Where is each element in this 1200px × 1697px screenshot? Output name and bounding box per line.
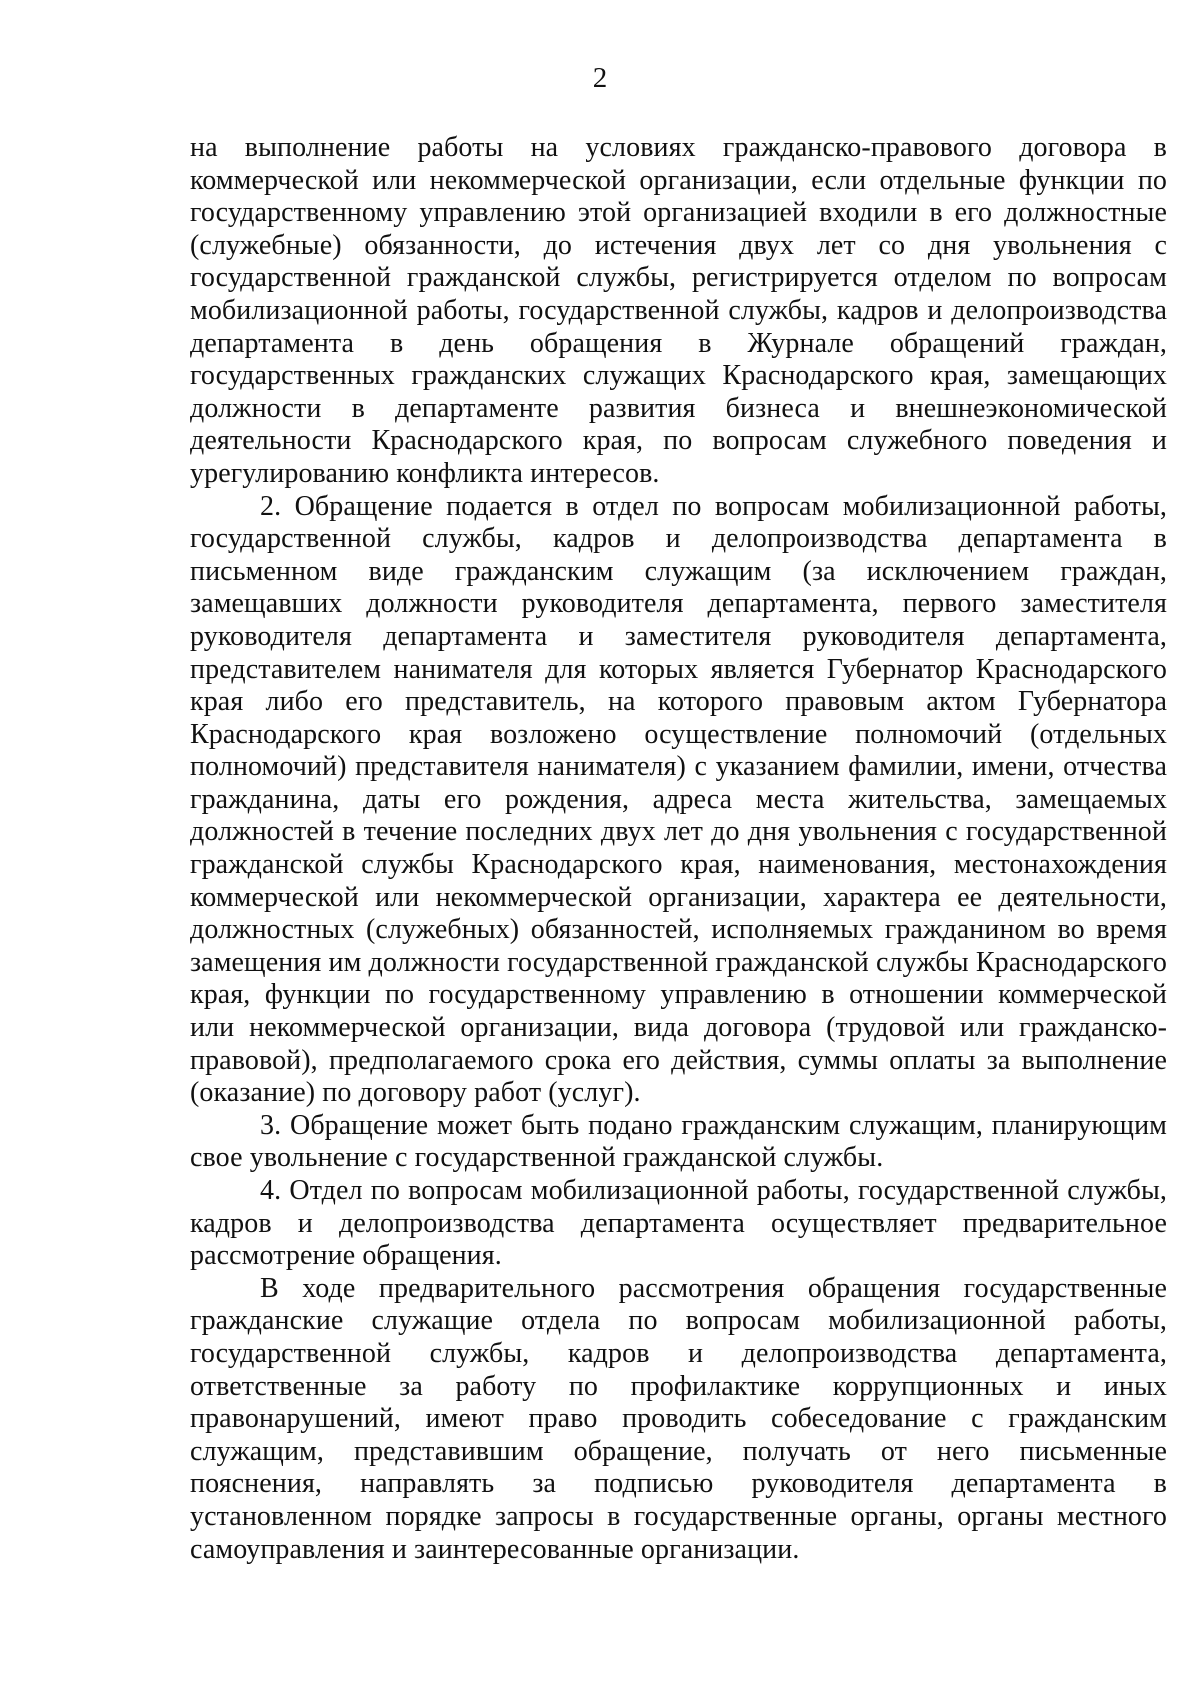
paragraph-item-2: 2. Обращение подается в отдел по вопросам мобилизационной работы, государственной службы, кадров и делопроизводства департамента в письменном виде гражданским служащим (за исключением граждан, замещавших должности руководителя департамента, первого заместителя руководителя департамента и заместителя руководителя департамента, представителем нанимателя для которых является Губернатор Краснодарского края либо его представитель, на которого правовым актом Губернатора Краснодарского края возложено осуществление полномочий (отдельных полномочий) представителя нанимателя) с указанием фамилии, имени, отчества гражданина, даты его рождения, адреса места жительства, замещаемых должностей в течение последних двух лет до дня увольнения с государственной гражданской службы Краснодарского края, наименования, местонахождения коммерческой или некоммерческой организации, характера ее деятельности, должностных (служебных) обязанностей, исполняемых гражданином во время замещения им должности государственной гражданской службы Краснодарского края, функции по государственному управлению в отношении коммерческой или некоммерческой организации, вида договора (трудовой или гражданско-правовой), предполагаемого срока его действия, суммы оплаты за выполнение (оказание) по договору работ (услуг).	[190, 490, 1167, 1109]
page-number: 2	[592, 62, 608, 94]
paragraph-item-3: 3. Обращение может быть подано гражданским служащим, планирующим свое увольнение с государственной гражданской службы.	[190, 1109, 1167, 1174]
paragraph-continuation: на выполнение работы на условиях гражданско-правового договора в коммерческой или некоммерческой организации, если отдельные функции по государственному управлению этой организацией входили в его должностные (служебные) обязанности, до истечения двух лет со дня увольнения с государственной гражданской службы, регистрируется отделом по вопросам мобилизационной работы, государственной службы, кадров и делопроизводства департамента в день обращения в Журнале обращений граждан, государственных гражданских служащих Краснодарского края, замещающих должности в департаменте развития бизнеса и внешнеэкономической деятельности Краснодарского края, по вопросам служебного поведения и урегулированию конфликта интересов.	[190, 132, 1167, 489]
paragraph-item-4: 4. Отдел по вопросам мобилизационной работы, государственной службы, кадров и делопроизводства департамента осуществляет предварительное рассмотрение обращения.	[190, 1175, 1167, 1272]
paragraph-preliminary-review: В ходе предварительного рассмотрения обращения государственные гражданские служащие отдела по вопросам мобилизационной работы, государственной службы, кадров и делопроизводства департамента, ответственные за работу по профилактике коррупционных и иных правонарушений, имеют право проводить собеседование с гражданским служащим, представившим обращение, получать от него письменные пояснения, направлять за подписью руководителя департамента в установленном порядке запросы в государственные органы, органы местного самоуправления и заинтересованные организации.	[190, 1272, 1167, 1565]
document-body	[190, 132, 1167, 1566]
